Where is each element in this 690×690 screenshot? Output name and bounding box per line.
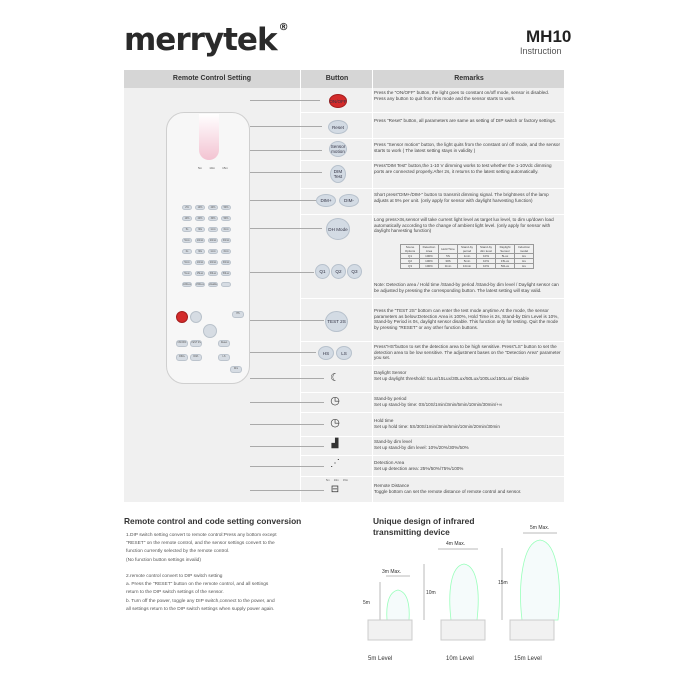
- scene-table-cell: Hs: [515, 259, 534, 264]
- standby-period-icon: ◷: [330, 395, 340, 407]
- remote-key[interactable]: 30s: [195, 227, 205, 232]
- scene-table-cell: Q1: [401, 254, 420, 259]
- remote-key[interactable]: 10%: [195, 205, 205, 210]
- remote-label-10m: 10m: [209, 166, 216, 170]
- conversion-line: [126, 565, 336, 573]
- divider: [300, 70, 301, 502]
- remote-key[interactable]: 1min: [208, 249, 218, 254]
- remark-area-title: Detection Area: [374, 460, 405, 465]
- detection-area-icon: ⋰: [330, 458, 340, 469]
- level-label: 10m Level: [446, 656, 474, 662]
- scene-table-cell: 50Lux: [496, 264, 515, 269]
- coverage-diagram: [360, 510, 570, 670]
- scene-table-row: [401, 264, 534, 269]
- header-button: Button: [325, 75, 349, 82]
- scene-table-cell: 1min: [458, 254, 477, 259]
- remote-key[interactable]: Reset: [218, 340, 230, 347]
- max-label: 3m Max.: [382, 569, 402, 575]
- infrared-title-1: Unique design of infrared: [373, 516, 475, 526]
- remote-key[interactable]: Dim: [230, 366, 242, 373]
- remote-key[interactable]: 3min: [221, 227, 231, 232]
- remark-hsls: Press"HS"button to set the detection area to be high sensitive. Press"LS" button to set the detection area to be low sensitive. The adjustment bases on the "Detection Area" parameter you set.: [374, 344, 561, 361]
- remark-dimtest: Press"DIM Test" button,the 1-10 V dimming works to test whether the 1-10Vdc dimming ports are connected properly.After 2s, it returns to the latest setting automatically.: [374, 163, 552, 174]
- scene-table-cell: Hs: [515, 254, 534, 259]
- scene-table-cell: 10%: [477, 264, 496, 269]
- distance-label-5m: 5m: [326, 479, 330, 482]
- header-remote: Remote Control Setting: [172, 75, 252, 82]
- distance-label-15m: 15m: [342, 479, 348, 482]
- sensor-motion-button[interactable]: Sensor motion: [329, 141, 347, 157]
- dim-level-icon: ▟: [331, 438, 339, 448]
- scene-table-header: Stand-by period: [458, 245, 477, 254]
- remark-daylight-title: Daylight Sensor: [374, 370, 407, 375]
- level-label: 15m Level: [514, 656, 542, 662]
- remark-motion: Press "Sensor motion" button, the light quits from the constant on/ off mode, and the sensor starts to work ( The latest setting stays in validity ): [374, 142, 561, 153]
- scene-table-cell: 10%: [477, 259, 496, 264]
- scene-table-cell: Hs: [515, 264, 534, 269]
- remark-reset: Press "Reset" button, all parameters are same as setting of DIP switch or factory settings.: [374, 118, 557, 123]
- conversion-line: 2.remote control convert to DIP switch setting: [126, 574, 223, 580]
- dim-minus-button[interactable]: DIM-: [339, 194, 359, 207]
- remote-key[interactable]: 0s: [182, 249, 192, 254]
- height-label: 10m: [426, 590, 436, 596]
- remote-key[interactable]: 3min: [221, 249, 231, 254]
- scene-table-cell: 30S: [439, 259, 458, 264]
- remote-key[interactable]: 5s: [182, 227, 192, 232]
- remote-key[interactable]: 5Lux: [182, 271, 192, 276]
- scene-table-cell: 5S: [439, 254, 458, 259]
- remark-onoff: Press the "ON/OFF" button, the light goes to constant on/off mode, sensor is disabled. Press any button to quit from this mode and the sensor starts to work.: [374, 90, 550, 101]
- reset-button[interactable]: Reset: [328, 120, 348, 134]
- test-2s-button[interactable]: TEST 2S: [325, 311, 348, 332]
- remote-key[interactable]: 100Lux: [183, 283, 191, 286]
- infrared-title-2: transmitting device: [373, 527, 450, 537]
- scene-table-cell: 100%: [420, 259, 439, 264]
- remote-key[interactable]: 50%: [221, 205, 231, 210]
- dim-test-button[interactable]: DIM Test: [330, 165, 346, 183]
- remote-key[interactable]: 50%: [221, 216, 231, 221]
- scene-table-cell: 10%: [477, 254, 496, 259]
- conversion-line: all settings return to the DIP switch settings when supply power again.: [126, 606, 275, 612]
- remote-key[interactable]: 5min: [182, 260, 192, 265]
- remote-key[interactable]: DIM+: [176, 354, 188, 361]
- remote-key[interactable]: Disable: [209, 283, 217, 286]
- max-label: 5m Max.: [530, 525, 550, 531]
- remote-distance-icon: ⊟: [330, 484, 340, 495]
- remark-standby: Set up stand-by time: 0S/10S/1min/3min/5min/10min/30min/+∞: [374, 402, 503, 407]
- remark-daylight: Set up daylight threshold: 5Lux/15Lux/30Lux/50Lux/100Lux/150Lux/ Disable: [374, 376, 530, 381]
- remark-dimlevel: Set up stand-by dim level: 10%/20%/30%/50%: [374, 445, 469, 450]
- table-header: [124, 70, 564, 88]
- remote-key[interactable]: 30Lux: [209, 272, 217, 275]
- remote-key[interactable]: 20min: [209, 261, 217, 264]
- scene-table-header: Detection Area: [420, 245, 439, 254]
- remote-label-5m: 5m: [198, 166, 203, 170]
- conversion-line: b. Turn off the power, toggle any DIP switch,connect to the power, and: [126, 598, 275, 604]
- remote-test-button[interactable]: [203, 324, 217, 338]
- remark-distance: Toggle bottom can set the remote distance of remote control and sensor.: [374, 489, 522, 494]
- hs-button[interactable]: HS: [318, 346, 334, 360]
- scene-table: [400, 244, 534, 269]
- q1-button[interactable]: Q1: [315, 264, 330, 279]
- remote-key[interactable]: HS: [232, 311, 244, 318]
- scene-table-header: Stand-by dim level: [477, 245, 496, 254]
- scene-table-cell: 10min: [458, 264, 477, 269]
- remote-key[interactable]: 10%: [182, 216, 192, 221]
- divider: [372, 70, 373, 502]
- remote-key[interactable]: 30min: [222, 261, 230, 264]
- remote-key[interactable]: TEST 2S: [190, 340, 202, 347]
- daylight-icon: ☾: [330, 372, 340, 384]
- scene-table-cell: 15Lux: [496, 259, 515, 264]
- scene-table-cell: Q3: [401, 264, 420, 269]
- remark-hold: Set up hold time: 5S/30S/1min/3min/5min/10min/20min/30min: [374, 424, 500, 429]
- remote-key[interactable]: 15Lux: [196, 272, 204, 275]
- remark-dh: Long press>3s,sensor will take current light level as target lux level, to dim up/down load automatically according to the change of ambient light level. (only apply for sensor with daylight harvesting function): [374, 217, 554, 234]
- hold-time-icon: ◷: [330, 417, 340, 429]
- scene-table-cell: Q2: [401, 259, 420, 264]
- conversion-text: [126, 532, 336, 614]
- remote-key[interactable]: 10min: [196, 261, 204, 264]
- remote-key[interactable]: 5min: [182, 238, 192, 243]
- remote-key[interactable]: 30min: [222, 239, 230, 242]
- remote-key[interactable]: 2%: [182, 205, 192, 210]
- scene-table-cell: 3min: [439, 264, 458, 269]
- conversion-line: return to the DIP switch settings of the sensor.: [126, 590, 224, 596]
- max-label: 4m Max.: [446, 541, 466, 547]
- ir-emitter: [199, 114, 219, 160]
- conversion-line: 1.DIP switch setting convert to remote control:Press any bottom except: [126, 533, 277, 538]
- document-subtitle: Instruction: [520, 46, 562, 56]
- remote-key[interactable]: [221, 282, 231, 287]
- scene-table-cell: 5min: [458, 259, 477, 264]
- on-off-button[interactable]: ON/OFF: [329, 94, 347, 108]
- conversion-line: a. Press the "RESET" button on the remote control, and all settings: [126, 582, 269, 588]
- remote-key[interactable]: 10min: [196, 239, 204, 242]
- remote-onoff-button[interactable]: [176, 311, 188, 323]
- conversion-title: Remote control and code setting conversion: [124, 516, 302, 526]
- header-remarks: Remarks: [454, 75, 484, 82]
- remark-note: Note: Detection area / Hold time /Stand-by period /Stand-by dim level / Daylight sensor can be adjusted by pressing the corresponding button. The latest setting will stay valid.: [374, 282, 559, 293]
- remote-reset-button[interactable]: [190, 311, 202, 323]
- remote-key[interactable]: 20%: [208, 205, 218, 210]
- scene-table-header: Scene Options: [401, 245, 420, 254]
- height-label: 15m: [498, 580, 508, 586]
- level-label: 5m Level: [368, 656, 393, 662]
- remote-key[interactable]: 30s: [195, 249, 205, 254]
- remark-hold-title: Hold time: [374, 418, 394, 423]
- scene-table-header: Hold Time: [439, 245, 458, 254]
- remote-label-15m: 15m: [222, 166, 228, 170]
- scene-table-header: Induction model: [515, 245, 534, 254]
- remote-key[interactable]: 20%: [195, 216, 205, 221]
- remote-key[interactable]: ON/OFF: [176, 340, 188, 347]
- model-number: MH10: [526, 27, 572, 46]
- remote-key[interactable]: LS: [218, 354, 230, 361]
- remote-key[interactable]: 1min: [208, 227, 218, 232]
- scene-table-cell: 5Lux: [496, 254, 515, 259]
- dh-mode-button[interactable]: DH Mode: [326, 218, 350, 240]
- q3-button[interactable]: Q3: [347, 264, 362, 279]
- height-label: 5m: [363, 600, 370, 606]
- scene-table-header: Daylight Sensor: [496, 245, 515, 254]
- remote-key[interactable]: 20min: [209, 239, 217, 242]
- q2-button[interactable]: Q2: [331, 264, 346, 279]
- scene-table-cell: 100%: [420, 264, 439, 269]
- scene-table-cell: 100%: [420, 254, 439, 259]
- remark-test: Press the "TEST 2S" bottom can enter the test mode anytime.At the mode, the sensor parameters as below:Detection Area is 100%, Hold Time is 2s, Stand-by Dim Level is 10%, Stand-by Period is 0s, daylight sensor disable. This function only for testing. Quit the mode by pressing "RESET" or any other function buttons.: [374, 308, 559, 330]
- distance-label-10m: 10m: [333, 479, 339, 482]
- remark-distance-title: Remote Distance: [374, 483, 410, 488]
- conversion-line: function currently selected by the remote control.: [126, 549, 230, 555]
- conversion-line: (No function button settings invalid): [126, 557, 201, 563]
- dim-plus-button[interactable]: DIM+: [316, 194, 336, 207]
- remote-key[interactable]: 30%: [208, 216, 218, 221]
- remark-dim: Short press"DIM+/DIM-" button to transmit dimming signal. The brightness of the lamp adjusts at 5% per unit. (only apply for sensor with daylight harvesting function): [374, 192, 549, 203]
- remote-key[interactable]: 150Lux: [196, 283, 204, 286]
- remote-key[interactable]: 50Lux: [222, 272, 230, 275]
- brand-logo: merrytek ®: [124, 22, 289, 58]
- conversion-line: "RESET" on the remote control, and the sensor settings convert to the: [126, 541, 275, 547]
- remark-standby-title: Stand-by period: [374, 396, 407, 401]
- remark-area: Set up detection area: 25%/50%/75%/100%: [374, 466, 464, 471]
- remark-dimlevel-title: Stand-by dim level: [374, 439, 412, 444]
- remote-key[interactable]: DIM-: [190, 354, 202, 361]
- ls-button[interactable]: LS: [336, 346, 352, 360]
